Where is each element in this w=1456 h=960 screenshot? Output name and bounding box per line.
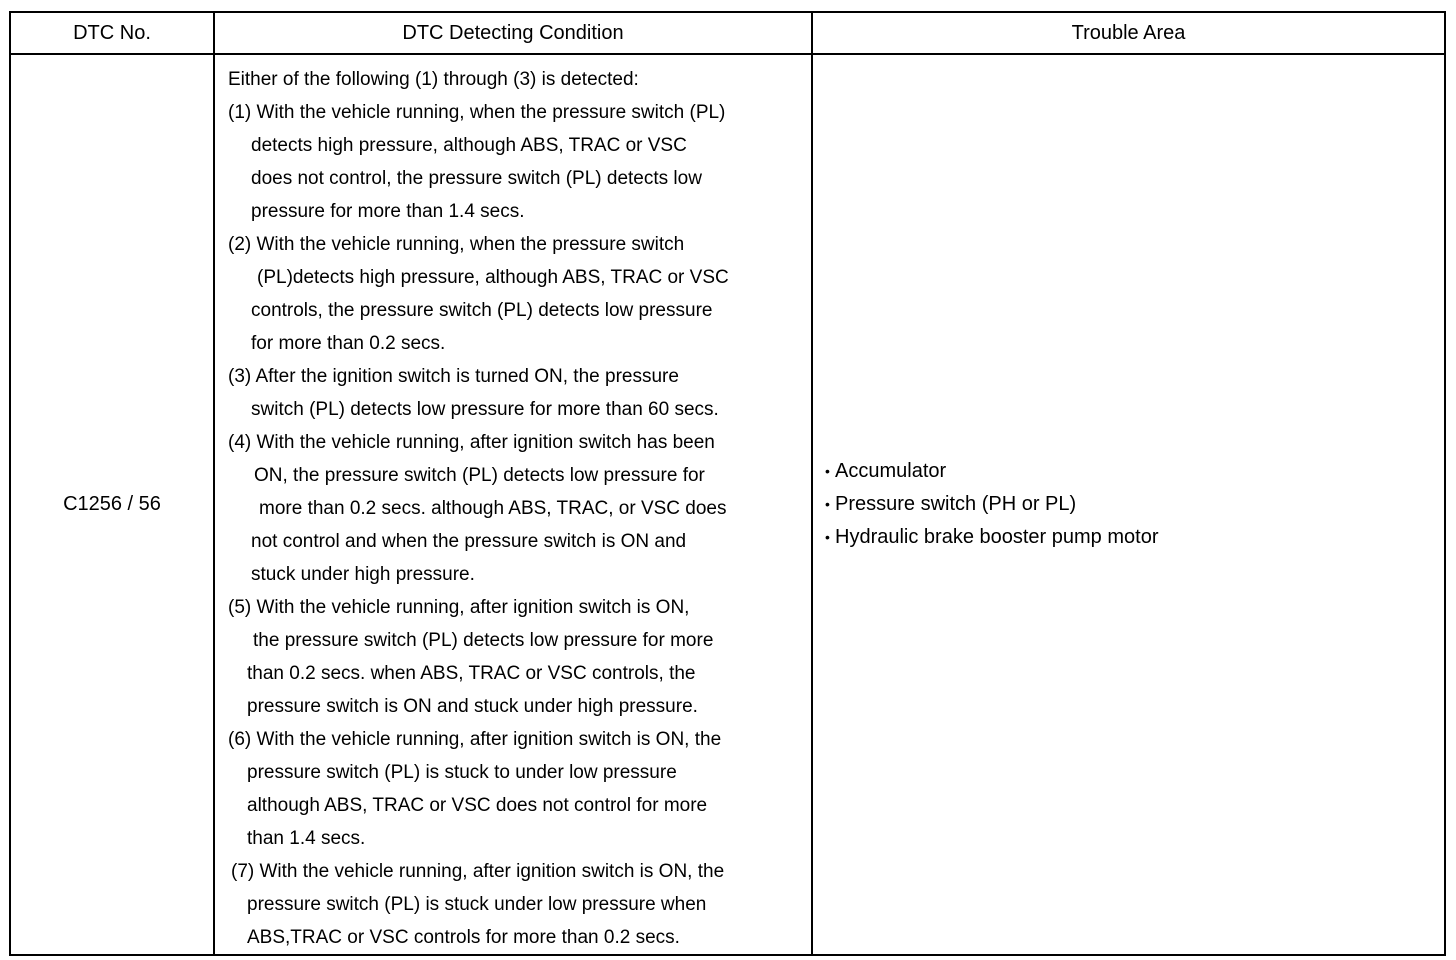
condition-line: stuck under high pressure. [251, 564, 475, 585]
condition-line: ABS,TRAC or VSC controls for more than 0.2 secs. [247, 927, 680, 948]
condition-line: more than 0.2 secs. although ABS, TRAC, or VSC does [259, 498, 727, 519]
dtc-number-cell: C1256 / 56 [10, 54, 214, 955]
detecting-condition-cell [214, 54, 812, 955]
condition-line: (5) With the vehicle running, after ignition switch is ON, [228, 597, 690, 618]
condition-line: than 1.4 secs. [247, 828, 366, 849]
trouble-area-label: Accumulator [835, 459, 947, 482]
condition-line: although ABS, TRAC or VSC does not control for more [247, 795, 708, 816]
condition-line: (2) With the vehicle running, when the pressure switch [228, 234, 685, 255]
condition-line: pressure switch (PL) is stuck to under low pressure [247, 762, 677, 783]
table-body [10, 54, 1445, 955]
condition-line: switch (PL) detects low pressure for more than 60 secs. [251, 399, 719, 420]
list-item [825, 455, 1444, 488]
table-header [10, 12, 1445, 54]
trouble-area-list [825, 455, 1444, 555]
condition-line: Either of the following (1) through (3) is detected: [228, 69, 639, 90]
condition-line: pressure switch is ON and stuck under high pressure. [247, 696, 698, 717]
condition-line: pressure switch (PL) is stuck under low pressure when [247, 894, 707, 915]
condition-line: (6) With the vehicle running, after ignition switch is ON, the [228, 729, 722, 750]
header-row [10, 12, 1445, 54]
header-dtc-no: DTC No. [10, 12, 214, 54]
condition-line: (1) With the vehicle running, when the pressure switch (PL) [228, 102, 726, 123]
bullet-icon: • [825, 462, 830, 479]
condition-line: than 0.2 secs. when ABS, TRAC or VSC controls, the [247, 663, 696, 684]
trouble-area-label: Pressure switch (PH or PL) [835, 492, 1077, 515]
header-detecting-condition: DTC Detecting Condition [214, 12, 812, 54]
condition-line: (3) After the ignition switch is turned ON, the pressure [228, 366, 679, 387]
condition-lines [215, 55, 811, 954]
table-row [10, 54, 1445, 955]
dtc-table [9, 11, 1446, 956]
condition-line: the pressure switch (PL) detects low pressure for more [253, 630, 714, 651]
bullet-icon: • [825, 496, 830, 513]
condition-line: ON, the pressure switch (PL) detects low pressure for [254, 465, 705, 486]
list-item [825, 488, 1444, 521]
condition-line: for more than 0.2 secs. [251, 333, 446, 354]
condition-line: (4) With the vehicle running, after ignition switch has been [228, 432, 715, 453]
bullet-icon: • [825, 529, 830, 546]
condition-line: (PL)detects high pressure, although ABS, TRAC or VSC [257, 267, 729, 288]
condition-line: detects high pressure, although ABS, TRAC or VSC [251, 135, 687, 156]
condition-line: does not control, the pressure switch (PL) detects low [251, 168, 702, 189]
condition-line: controls, the pressure switch (PL) detects low pressure [251, 300, 713, 321]
trouble-area-cell [812, 54, 1445, 955]
header-trouble-area: Trouble Area [812, 12, 1445, 54]
condition-line: pressure for more than 1.4 secs. [251, 201, 525, 222]
condition-line: (7) With the vehicle running, after ignition switch is ON, the [231, 861, 725, 882]
list-item [825, 521, 1444, 554]
condition-line: not control and when the pressure switch is ON and [251, 531, 687, 552]
trouble-area-label: Hydraulic brake booster pump motor [835, 526, 1159, 549]
